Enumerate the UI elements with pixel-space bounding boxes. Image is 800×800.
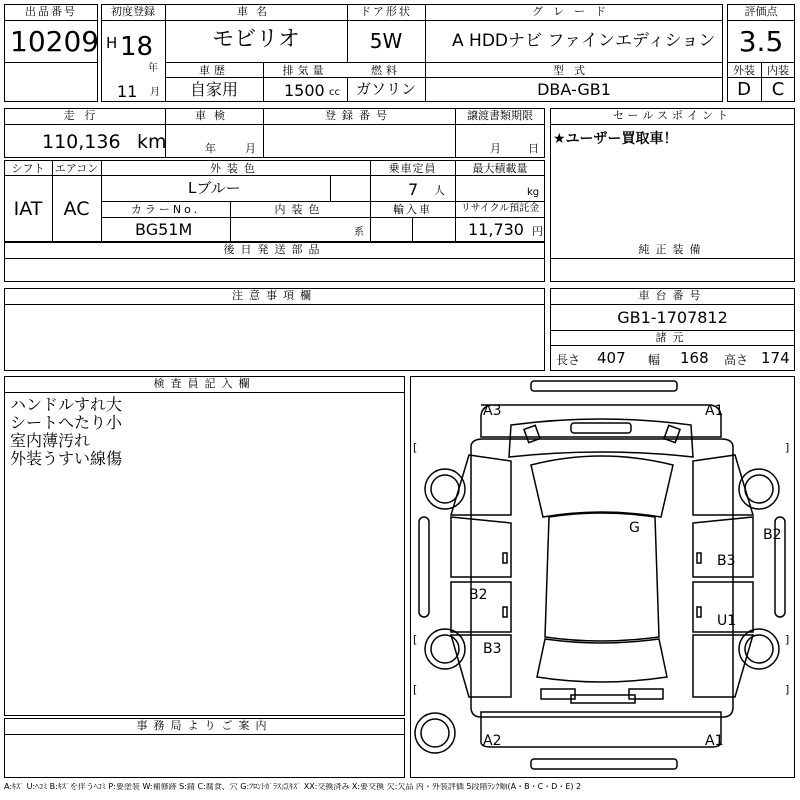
bracket: ] bbox=[785, 633, 790, 646]
mileage-value: 110,136 bbox=[42, 131, 121, 153]
int-color-unit: 系 bbox=[354, 227, 364, 238]
capacity-label: 乗車定員 bbox=[388, 162, 437, 175]
ext-label: 外装 bbox=[733, 64, 755, 77]
mark-a1-top: A1 bbox=[705, 403, 724, 419]
bracket: ] bbox=[785, 683, 790, 696]
genuine-label: 純正装備 bbox=[638, 243, 707, 256]
int-label: 内装 bbox=[767, 64, 789, 77]
insp-year-unit: 年 bbox=[205, 142, 216, 155]
roof bbox=[545, 513, 659, 641]
inspection-label: 車検 bbox=[195, 109, 233, 122]
reg-year: 18 bbox=[120, 32, 154, 62]
cc-unit: cc bbox=[329, 87, 340, 98]
cc-value: 1500 bbox=[284, 81, 325, 100]
history-value: 自家用 bbox=[189, 80, 238, 99]
car-diagram bbox=[410, 376, 795, 778]
ac-label: エアコン bbox=[54, 162, 99, 175]
import-label: 輸入車 bbox=[393, 203, 432, 216]
ac-value: AC bbox=[63, 198, 90, 220]
selling-text: ★ユーザー買取車！ bbox=[553, 131, 678, 147]
lot-label: 出品番号 bbox=[25, 5, 77, 18]
capacity-value: 7 bbox=[408, 180, 419, 199]
color-label: 外装色 bbox=[210, 162, 261, 175]
capacity-unit: 人 bbox=[434, 184, 445, 197]
shift-value: IAT bbox=[13, 198, 43, 220]
mark-b3-left: B3 bbox=[483, 641, 502, 657]
left-front-door bbox=[451, 517, 511, 577]
model-value: DBA-GB1 bbox=[537, 80, 611, 99]
history-label: 車歴 bbox=[199, 64, 229, 77]
reg-month: 11 bbox=[117, 82, 138, 101]
transfer-label: 譲渡書類期限 bbox=[467, 109, 533, 122]
era-letter: H bbox=[106, 34, 118, 52]
score-label: 評価点 bbox=[744, 5, 778, 18]
lot-number: 10209 bbox=[10, 25, 100, 58]
legend-text: A:ｷｽﾞ U:ﾍｺﾐ B:ｷｽﾞを伴うﾍｺﾐ P:要塗装 W:補修跡 S:錆 C:腐食、穴 G:ﾌﾛﾝﾄｶﾞﾗｽ点ｷｽﾞ XX:交換済み X:要交換 欠:欠品 内・外装評価 5段階ﾗﾝｸ順(A・B・C・D・E) 2 bbox=[4, 783, 582, 791]
inspector-line: シートへたり小 bbox=[10, 413, 123, 432]
inspector-line: 室内薄汚れ bbox=[10, 431, 91, 450]
int-grade: C bbox=[771, 79, 785, 100]
front-bumper bbox=[481, 403, 724, 437]
recycle-label: リサイクル預託金 bbox=[460, 203, 540, 214]
cc-label: 排気量 bbox=[282, 64, 328, 77]
mark-b3-right: B3 bbox=[717, 553, 736, 569]
notes-label: 注意事項欄 bbox=[232, 289, 317, 302]
color-value: Lブルー bbox=[188, 179, 241, 197]
rear-window bbox=[537, 639, 667, 682]
mark-a2: A2 bbox=[483, 733, 502, 749]
transfer-month-unit: 月 bbox=[490, 142, 501, 155]
door-label: ドア形状 bbox=[360, 5, 412, 18]
fuel-label: 燃料 bbox=[371, 64, 401, 77]
bracket: [ bbox=[413, 683, 418, 696]
dims-label: 諸元 bbox=[655, 331, 690, 344]
front-bumper-bar bbox=[531, 381, 677, 391]
length-label: 長さ bbox=[556, 353, 581, 367]
mark-g: G bbox=[629, 520, 640, 536]
office-label: 事務局よりご案内 bbox=[136, 719, 273, 732]
model-label: 型式 bbox=[553, 64, 595, 77]
height-label: 高さ bbox=[724, 353, 749, 367]
inspector-line: ハンドルすれ大 bbox=[10, 395, 123, 414]
recycle-unit: 円 bbox=[532, 225, 543, 238]
mileage-label: 走行 bbox=[63, 109, 106, 122]
chassis-number: GB1-1707812 bbox=[617, 308, 728, 327]
car-name-label: 車名 bbox=[237, 5, 275, 18]
score-value: 3.5 bbox=[738, 25, 784, 58]
fuel-value: ガソリン bbox=[355, 80, 416, 98]
bracket: ] bbox=[785, 441, 790, 454]
height-value: 174 bbox=[761, 349, 790, 367]
grade-value: A HDDナビ ファインエディション bbox=[452, 31, 716, 51]
length-value: 407 bbox=[597, 349, 626, 367]
year-unit: 年 bbox=[148, 63, 158, 74]
width-label: 幅 bbox=[648, 353, 661, 367]
int-color-label: 内装色 bbox=[274, 203, 326, 216]
bracket: [ bbox=[413, 633, 418, 646]
selling-label: セールスポイント bbox=[612, 109, 732, 122]
mark-a1-bottom: A1 bbox=[705, 733, 724, 749]
inspector-label: 検査員記入欄 bbox=[153, 377, 256, 390]
recycle-value: 11,730 bbox=[468, 220, 524, 239]
insp-month-unit: 月 bbox=[245, 142, 256, 155]
hood bbox=[509, 419, 693, 457]
door-value: 5W bbox=[369, 29, 403, 53]
transfer-day-unit: 日 bbox=[528, 142, 539, 155]
shift-label: シフト bbox=[11, 162, 45, 175]
reg-no-label: 登録番号 bbox=[325, 109, 393, 122]
load-unit: kg bbox=[527, 187, 540, 198]
chassis-label: 車台番号 bbox=[638, 289, 707, 302]
mark-b2-right: B2 bbox=[763, 527, 782, 543]
ext-grade: D bbox=[737, 79, 751, 100]
color-no-value: BG51M bbox=[135, 220, 193, 239]
later-parts-label: 後日発送部品 bbox=[223, 243, 326, 256]
windshield bbox=[531, 456, 673, 517]
load-label: 最大積載量 bbox=[472, 162, 528, 175]
color-no-label: カラーNo. bbox=[130, 203, 201, 216]
grade-label: グレード bbox=[532, 5, 616, 18]
mileage-unit: km bbox=[137, 131, 167, 153]
bracket: [ bbox=[413, 441, 418, 454]
rear-bumper-bar bbox=[531, 759, 677, 769]
width-value: 168 bbox=[680, 349, 709, 367]
mark-u1: U1 bbox=[717, 613, 737, 629]
first-reg-label: 初度登録 bbox=[111, 5, 155, 18]
car-name: モビリオ bbox=[212, 27, 300, 52]
mark-b2-left: B2 bbox=[469, 587, 488, 603]
month-unit: 月 bbox=[150, 87, 160, 98]
mark-a3: A3 bbox=[483, 403, 502, 419]
inspector-line: 外装うすい線傷 bbox=[10, 449, 123, 468]
